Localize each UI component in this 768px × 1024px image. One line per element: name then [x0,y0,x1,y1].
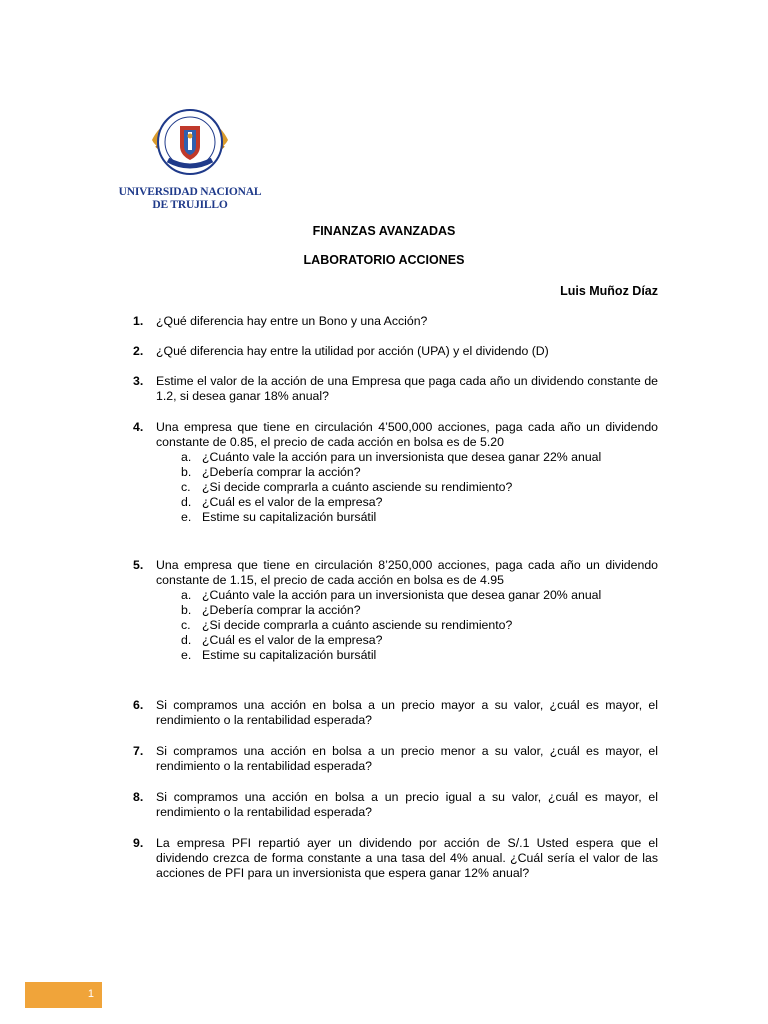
question-number: 2. [133,344,144,358]
question-item [133,836,658,881]
sub-question-text: ¿Cuánto vale la acción para un inversionista que desea ganar 22% anual [202,450,602,464]
university-name-line2: DE TRUJILLO [152,199,228,211]
sub-question-text: ¿Debería comprar la acción? [202,603,361,617]
sub-question-letter: b. [181,465,192,479]
document-subtitle: LABORATORIO ACCIONES [303,253,465,267]
sub-question-letter: a. [181,588,192,602]
question-item [133,344,658,359]
sub-question [181,588,658,603]
sub-question-text: ¿Si decide comprarla a cuánto asciende su rendimiento? [202,618,513,632]
sub-question-letter: e. [181,648,192,662]
sub-question [181,480,658,495]
question-text: Una empresa que tiene en circulación 4’500,000 acciones, paga cada año un dividendo constante de 0.85, el precio de cada acción en bolsa es de 5.20 [156,420,658,449]
question-item [133,698,658,728]
sub-question-text: ¿Debería comprar la acción? [202,465,361,479]
question-item [133,420,658,525]
author-name: Luis Muñoz Díaz [560,284,658,298]
question-number: 6. [133,698,144,712]
question-item [133,790,658,820]
sub-question-text: ¿Si decide comprarla a cuánto asciende su rendimiento? [202,480,513,494]
question-text: Si compramos una acción en bolsa a un precio mayor a su valor, ¿cuál es mayor, el rendimiento o la rentabilidad esperada? [156,698,658,727]
page-number-badge [25,982,102,1008]
question-text: Una empresa que tiene en circulación 8’250,000 acciones, paga cada año un dividendo constante de 1.15, el precio de cada acción en bolsa es de 4.95 [156,558,658,587]
sub-question-text: ¿Cuál es el valor de la empresa? [202,633,383,647]
question-number: 1. [133,314,144,328]
sub-question [181,648,658,663]
university-name-line1: UNIVERSIDAD NACIONAL [118,186,262,198]
sub-question [181,510,658,525]
question-number: 5. [133,558,144,572]
sub-question-letter: a. [181,450,192,464]
sub-question-text: Estime su capitalización bursátil [202,648,377,662]
sub-question-letter: b. [181,603,192,617]
sub-question-letter: c. [181,480,191,494]
sub-question-letter: d. [181,633,192,647]
page-number: 1 [87,988,94,1000]
question-text: ¿Qué diferencia hay entre la utilidad por acción (UPA) y el dividendo (D) [156,344,549,358]
sub-question [181,633,658,648]
university-name [110,186,270,212]
sub-question-letter: d. [181,495,192,509]
question-text: ¿Qué diferencia hay entre un Bono y una Acción? [156,314,428,328]
question-text: Estime el valor de la acción de una Empresa que paga cada año un dividendo constante de 1.2, si desea ganar 18% anual? [156,374,658,403]
sub-question [181,603,658,618]
sub-question-letter: e. [181,510,192,524]
sub-question [181,495,658,510]
sub-question [181,450,658,465]
question-item [133,744,658,774]
question-item [133,374,658,404]
sub-question [181,465,658,480]
sub-question [181,618,658,633]
university-logo [110,106,270,214]
sub-question-text: ¿Cuál es el valor de la empresa? [202,495,383,509]
question-number: 3. [133,374,144,388]
question-text: La empresa PFI repartió ayer un dividendo por acción de S/.1 Usted espera que el dividendo crezca de forma constante a una tasa del 4% anual. ¿Cuál sería el valor de las acciones de PFI para un inversionista que espera ganar 12% anual? [156,836,658,880]
question-item [133,314,658,329]
question-number: 4. [133,420,144,434]
question-text: Si compramos una acción en bolsa a un precio igual a su valor, ¿cuál es mayor, el rendimiento o la rentabilidad esperada? [156,790,658,819]
question-number: 7. [133,744,144,758]
question-number: 9. [133,836,144,850]
question-item [133,558,658,663]
sub-question-letter: c. [181,618,191,632]
document-title: FINANZAS AVANZADAS [312,224,456,238]
sub-question-text: Estime su capitalización bursátil [202,510,377,524]
university-seal-icon [146,106,234,180]
question-text: Si compramos una acción en bolsa a un precio menor a su valor, ¿cuál es mayor, el rendimiento o la rentabilidad esperada? [156,744,658,773]
sub-question-text: ¿Cuánto vale la acción para un inversionista que desea ganar 20% anual [202,588,602,602]
question-number: 8. [133,790,144,804]
